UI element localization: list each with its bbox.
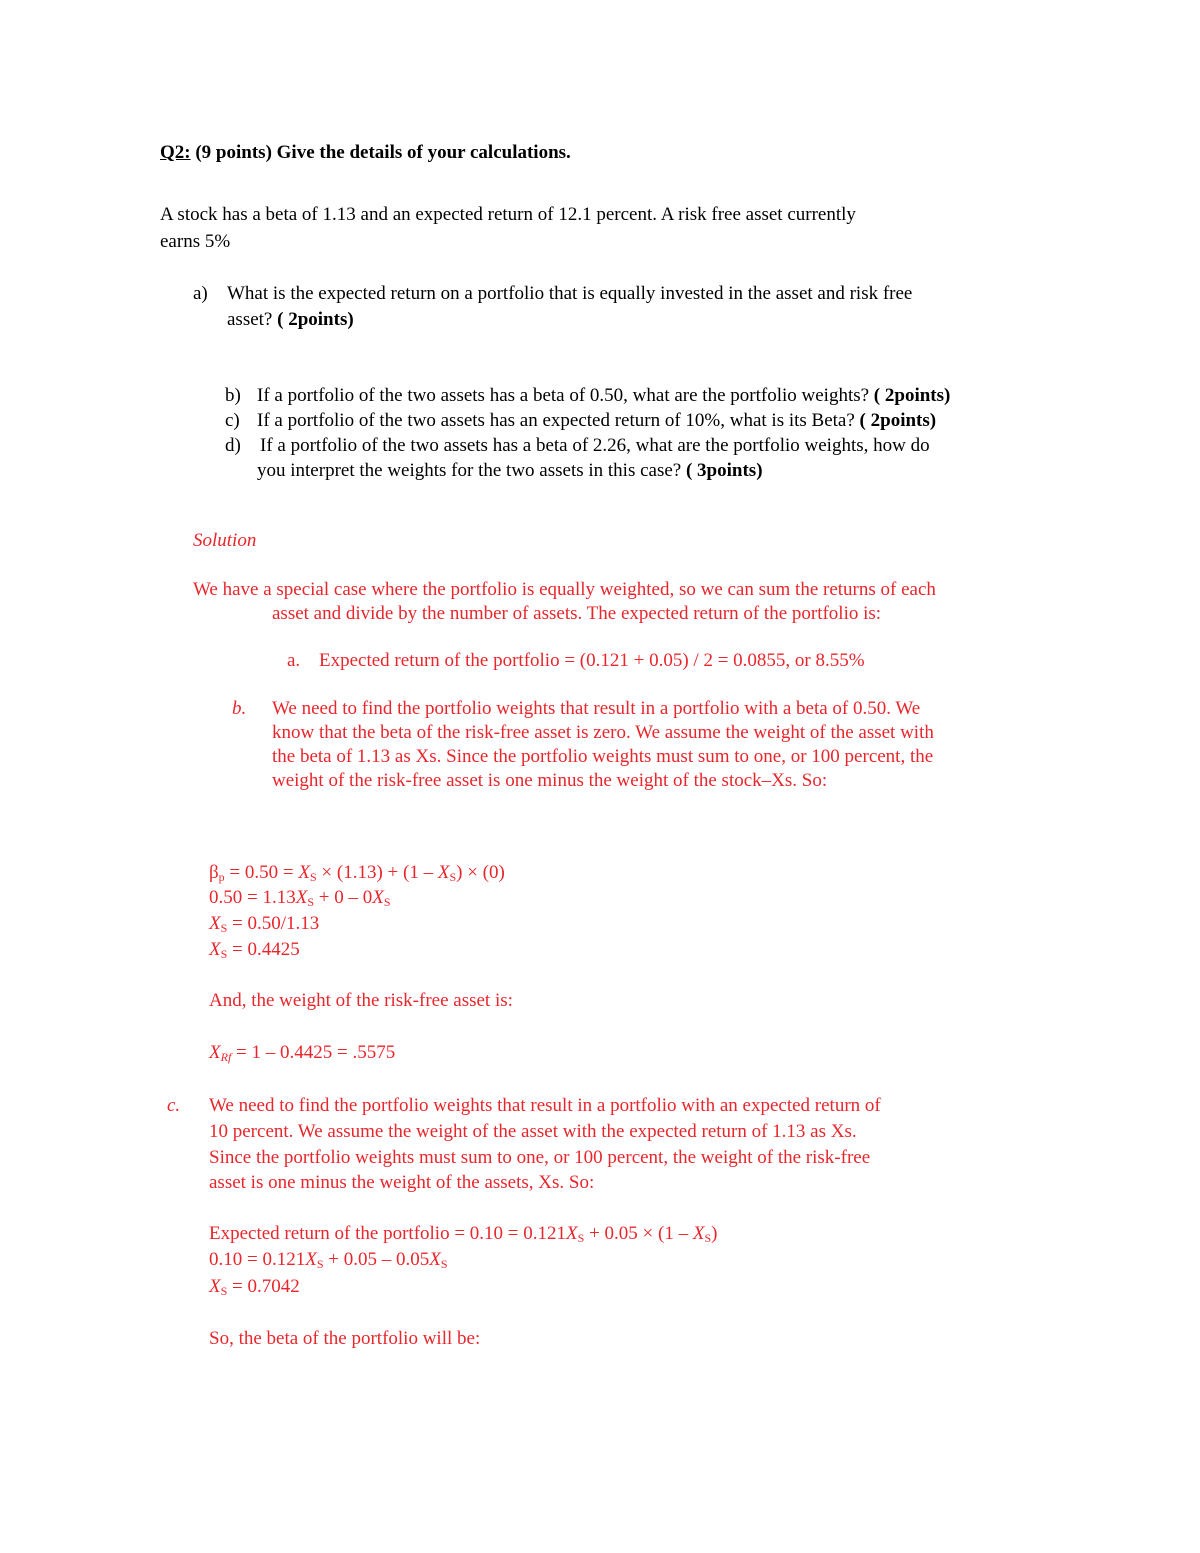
solution-c-line-1: We need to find the portfolio weights that result in a portfolio with an expected return of	[209, 1095, 881, 1116]
part-c-points: ( 2points)	[859, 410, 937, 431]
solution-b-label: b.	[232, 698, 247, 719]
solution-c-line-3: Since the portfolio weights must sum to one, or 100 percent, the weight of the risk-free	[209, 1147, 871, 1168]
intro-line-2: earns 5%	[160, 231, 231, 252]
part-a-text: asset?	[227, 309, 273, 330]
solution-b-rf-intro: And, the weight of the risk-free asset is:	[209, 990, 513, 1011]
solution-c-beta-intro: So, the beta of the portfolio will be:	[209, 1328, 481, 1349]
part-a-line-2	[227, 307, 354, 333]
solution-heading: Solution	[193, 530, 257, 551]
solution-c-line-2: 10 percent. We assume the weight of the asset with the expected return of 1.13 as Xs.	[209, 1121, 857, 1142]
part-a-line-1: What is the expected return on a portfolio that is equally invested in the asset and risk free	[227, 283, 913, 304]
solution-b-line-1: We need to find the portfolio weights that result in a portfolio with a beta of 0.50. We	[272, 698, 921, 719]
solution-b-equation-2: $0.50 = 1.13X_S + 0 - 0X_S$	[209, 887, 391, 909]
solution-c-equation-2: $0.10 = 0.121X_S + 0.05 - 0.05X_S$	[209, 1249, 448, 1271]
solution-b-line-2: know that the beta of the risk-free asset is zero. We assume the weight of the asset with	[272, 722, 934, 743]
part-d-text: you interpret the weights for the two assets in this case?	[257, 460, 682, 481]
part-d-line-2	[257, 458, 763, 484]
solution-intro-line-2: asset and divide by the number of assets. The expected return of the portfolio is:	[272, 603, 882, 624]
question-number: Q2:	[160, 142, 191, 163]
part-c-text: If a portfolio of the two assets has an expected return of 10%, what is its Beta?	[257, 410, 855, 431]
part-d-points: ( 3points)	[685, 460, 763, 481]
question-heading	[160, 142, 571, 164]
part-c-line	[257, 408, 936, 434]
solution-a-label: a.	[287, 650, 301, 671]
part-a-points: ( 2points)	[277, 309, 354, 330]
part-b-label: b)	[225, 385, 241, 406]
part-c-label: c)	[225, 410, 240, 431]
solution-c-equation-1: Expected return of the portfolio = $0.10 = 0.121X_S + 0.05 \times (1 - X_S)$	[209, 1223, 718, 1245]
part-a-label: a)	[193, 283, 208, 304]
solution-b-equation-4: $X_S = 0.4425$	[209, 939, 300, 961]
solution-b-equation-1: $\beta_p = 0.50 = X_S \times (1.13) + (1 - X_S) \times (0)$	[209, 862, 505, 884]
intro-line-1: A stock has a beta of 1.13 and an expected return of 12.1 percent. A risk free asset currently	[160, 204, 856, 225]
part-d-line-1: If a portfolio of the two assets has a beta of 2.26, what are the portfolio weights, how do	[260, 435, 930, 456]
solution-c-label: c.	[167, 1095, 181, 1116]
question-title: (9 points) Give the details of your calculations.	[195, 142, 571, 163]
part-b-text: If a portfolio of the two assets has a beta of 0.50, what are the portfolio weights?	[257, 385, 870, 406]
solution-intro-line-1: We have a special case where the portfolio is equally weighted, so we can sum the returns of each	[193, 579, 936, 600]
solution-b-line-4: weight of the risk-free asset is one minus the weight of the stock–Xs. So:	[272, 770, 828, 791]
solution-b-equation-3: $X_S = 0.50/1.13$	[209, 913, 320, 935]
part-d-label: d)	[225, 435, 241, 456]
solution-c-equation-3: $X_S = 0.7042$	[209, 1276, 300, 1298]
solution-c-line-4: asset is one minus the weight of the assets, Xs. So:	[209, 1172, 595, 1193]
solution-b-rf-equation: $X_{Rf} = 1 - 0.4425 = .5575$	[209, 1042, 396, 1064]
solution-b-line-3: the beta of 1.13 as Xs. Since the portfolio weights must sum to one, or 100 percent, the	[272, 746, 934, 767]
part-b-points: ( 2points)	[873, 385, 951, 406]
part-b-line	[257, 383, 950, 409]
solution-a-text: Expected return of the portfolio = (0.121 + 0.05) / 2 = 0.0855, or 8.55%	[319, 650, 865, 671]
